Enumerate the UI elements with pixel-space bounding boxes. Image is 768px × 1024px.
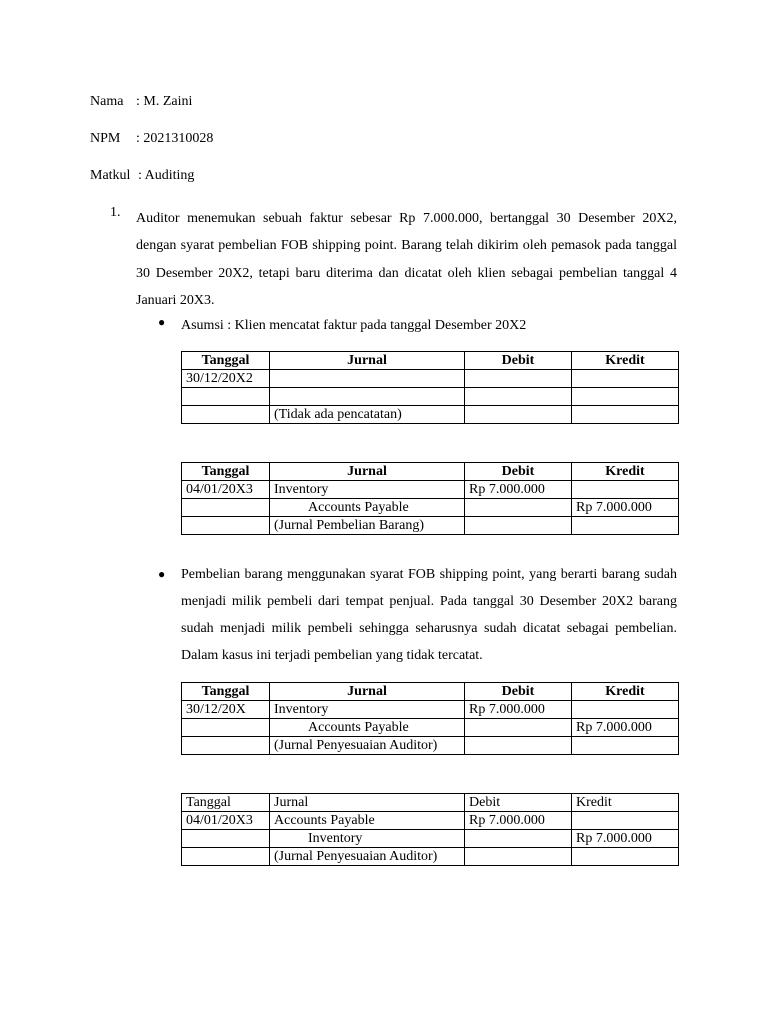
bullet-explanation: Pembelian barang menggunakan syarat FOB shipping point, yang berarti barang sudah menjadi milik pembeli dari tempat penjual. Pada tanggal 30 Desember 20X2 barang sudah menjadi milik pembeli sehingga seharusnya sudah dicatat sebagai pembelian. Dalam kasus ini terjadi pembelian yang tidak tercatat. [181,567,677,663]
header-matkul [90,168,194,184]
cell-tanggal: 04/01/20X3 [182,481,270,499]
journal-table-2 [181,462,679,535]
cell-kredit [572,406,679,424]
cell-kredit [572,370,679,388]
header-debit: Debit [465,463,572,481]
cell-debit [465,517,572,535]
table-row [182,848,679,866]
cell-tanggal: 04/01/20X3 [182,812,270,830]
header-npm [90,131,213,147]
cell-jurnal: Accounts Payable [270,812,465,830]
cell-jurnal: (Jurnal Pembelian Barang) [270,517,465,535]
cell-debit: Rp 7.000.000 [465,701,572,719]
cell-tanggal [182,499,270,517]
cell-tanggal [182,848,270,866]
cell-jurnal: Inventory [270,830,465,848]
cell-kredit [572,517,679,535]
cell-debit: Rp 7.000.000 [465,812,572,830]
table-row [182,499,679,517]
table-row [182,517,679,535]
header-tanggal: Tanggal [182,352,270,370]
cell-debit [465,406,572,424]
header-debit: Debit [465,352,572,370]
cell-debit [465,737,572,755]
matkul-label: Matkul [90,168,131,183]
cell-debit [465,370,572,388]
cell-jurnal [270,388,465,406]
cell-debit [465,848,572,866]
table-row [182,701,679,719]
header-kredit: Kredit [572,463,679,481]
cell-kredit: Rp 7.000.000 [572,830,679,848]
cell-tanggal [182,406,270,424]
cell-jurnal: Inventory [270,481,465,499]
header-kredit: Kredit [572,683,679,701]
npm-value: : 2021310028 [136,131,214,146]
header-kredit: Kredit [572,794,679,812]
header-jurnal: Jurnal [270,683,465,701]
journal-table-1 [181,351,679,424]
header-debit: Debit [465,794,572,812]
header-tanggal: Tanggal [182,794,270,812]
matkul-value: : Auditing [138,168,195,183]
cell-tanggal: 30/12/20X [182,701,270,719]
table-row [182,812,679,830]
table-row [182,370,679,388]
cell-kredit [572,812,679,830]
cell-jurnal: Accounts Payable [270,499,465,517]
header-debit: Debit [465,683,572,701]
table-header-row [182,794,679,812]
header-kredit: Kredit [572,352,679,370]
cell-kredit [572,481,679,499]
bullet-icon: ● [158,567,166,581]
cell-jurnal: (Jurnal Penyesuaian Auditor) [270,848,465,866]
cell-kredit [572,848,679,866]
cell-tanggal [182,517,270,535]
table-row [182,388,679,406]
cell-kredit: Rp 7.000.000 [572,719,679,737]
cell-debit [465,388,572,406]
cell-kredit [572,737,679,755]
cell-tanggal [182,719,270,737]
journal-table-3 [181,682,679,755]
table-header-row [182,463,679,481]
header-jurnal: Jurnal [270,794,465,812]
table-row [182,737,679,755]
cell-jurnal: (Jurnal Penyesuaian Auditor) [270,737,465,755]
nama-label: Nama [90,94,124,109]
journal-table-4 [181,793,679,866]
bullet-assumption: Asumsi : Klien mencatat faktur pada tanggal Desember 20X2 [181,318,527,333]
table-row [182,406,679,424]
question-number: 1. [110,205,121,220]
cell-tanggal [182,830,270,848]
cell-debit [465,719,572,737]
cell-tanggal: 30/12/20X2 [182,370,270,388]
header-tanggal: Tanggal [182,683,270,701]
table-row [182,719,679,737]
cell-jurnal [270,370,465,388]
cell-kredit [572,701,679,719]
cell-jurnal: (Tidak ada pencatatan) [270,406,465,424]
cell-debit [465,830,572,848]
table-header-row [182,683,679,701]
nama-value: : M. Zaini [136,94,193,109]
cell-tanggal [182,388,270,406]
cell-jurnal: Accounts Payable [270,719,465,737]
table-row [182,481,679,499]
table-header-row [182,352,679,370]
header-tanggal: Tanggal [182,463,270,481]
cell-jurnal: Inventory [270,701,465,719]
cell-debit [465,499,572,517]
cell-tanggal [182,737,270,755]
header-jurnal: Jurnal [270,352,465,370]
table-row [182,830,679,848]
npm-label: NPM [90,131,121,146]
question-text: Auditor menemukan sebuah faktur sebesar Rp 7.000.000, bertanggal 30 Desember 20X2, dengan syarat pembelian FOB shipping point. Barang telah dikirim oleh pemasok pada tanggal 30 Desember 20X2, tetapi baru diterima dan dicatat oleh klien sebagai pembelian tanggal 4 Januari 20X3. [136,211,677,309]
header-jurnal: Jurnal [270,463,465,481]
cell-kredit: Rp 7.000.000 [572,499,679,517]
cell-kredit [572,388,679,406]
bullet-icon: ● [158,315,166,329]
header-nama [90,94,192,110]
cell-debit: Rp 7.000.000 [465,481,572,499]
